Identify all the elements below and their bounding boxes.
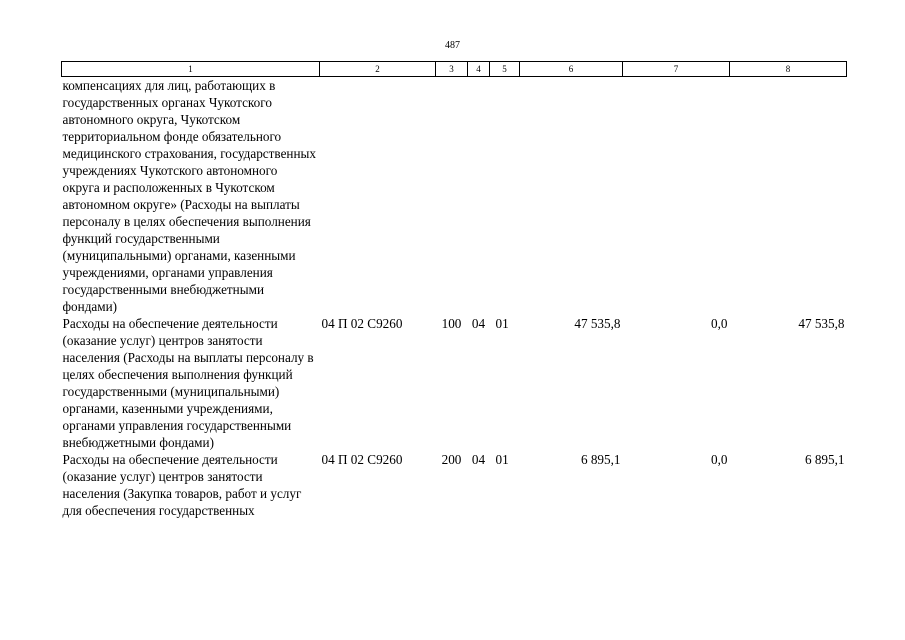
header-col-4: 4 [468,62,490,77]
table-row [62,451,847,519]
row-subsection: 01 [495,452,509,467]
header-row [62,62,847,77]
row-amount-regional [730,77,847,316]
row-subsection: 01 [495,316,509,331]
table-body [62,77,847,520]
table-row [62,315,847,451]
row-expense-type: 100 [441,316,462,331]
row-amount-total: 6 895,1 [580,452,621,467]
row-target-code: 04 П 02 С9260 [321,452,403,467]
table-row [62,77,847,316]
header-col-5: 5 [490,62,520,77]
page-number: 487 [445,40,460,51]
header-col-8: 8 [730,62,847,77]
row-amount-total: 47 535,8 [574,316,621,331]
header-col-1: 1 [62,62,320,77]
row-amount-federal: 0,0 [711,316,728,331]
budget-table [61,61,847,519]
row-amount-federal: 0,0 [711,452,728,467]
row-amount-regional: 47 535,8 [798,316,845,331]
row-section [468,77,490,316]
row-amount-total [520,77,623,316]
row-target-code [320,77,436,316]
table-header [62,62,847,77]
row-expense-type [436,77,468,316]
header-col-3: 3 [436,62,468,77]
header-col-7: 7 [623,62,730,77]
header-col-6: 6 [520,62,623,77]
row-amount-regional: 6 895,1 [804,452,845,467]
row-section: 04 [471,452,486,467]
row-description: Расходы на обеспечение деятельности (оказание услуг) центров занятости населения (Расходы на выплаты персоналу в целях обеспечения выполнения функций государственными (муниципальными) органами, казенными учреждениями, органами управления государственными внебюджетными фондами) [62,316,314,450]
row-target-code: 04 П 02 С9260 [321,316,403,331]
row-description: компенсациях для лиц, работающих в государственных органах Чукотского автономного округа, Чукотском территориальном фонде обязательного медицинского страхования, государственных учреждениях Чукотского автономного округа и расположенных в Чукотском автономном округе» (Расходы на выплаты персоналу в целях обеспечения выполнения функций государственными (муниципальными) органами, казенными учреждениями, органами управления государственными внебюджетными фондами) [62,78,316,314]
header-col-2: 2 [320,62,436,77]
row-subsection [490,77,520,316]
row-description: Расходы на обеспечение деятельности (оказание услуг) центров занятости населения (Закупка товаров, работ и услуг для обеспечения государственных [62,452,302,518]
row-amount-federal [623,77,730,316]
row-expense-type: 200 [441,452,462,467]
row-section: 04 [471,316,486,331]
